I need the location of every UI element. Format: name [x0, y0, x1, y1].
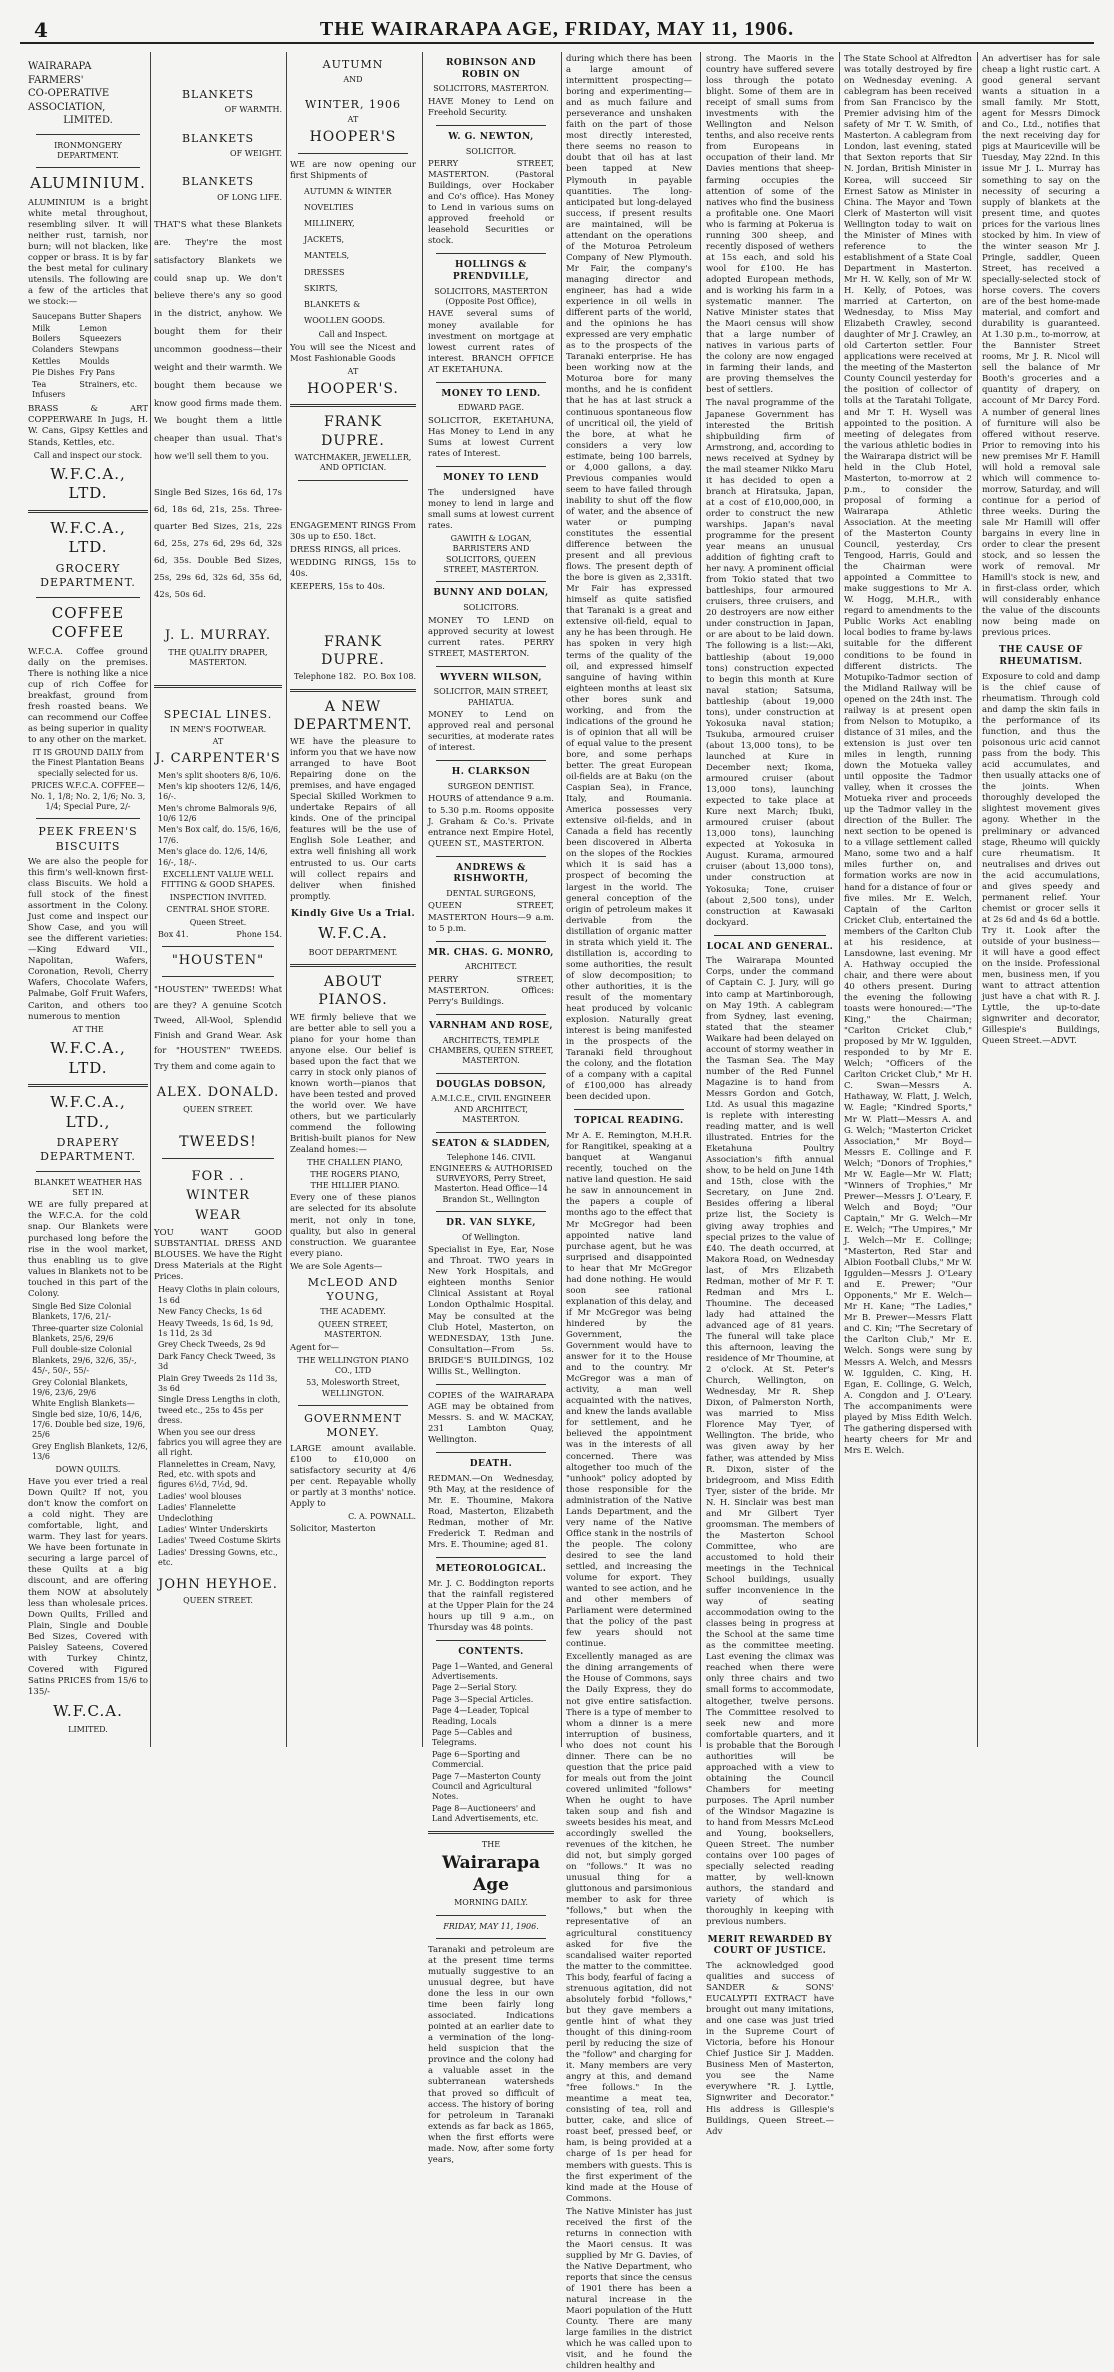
drapery-dept: DRAPERY DEPARTMENT. [40, 1136, 136, 1164]
list-item: MANTELS, [304, 251, 350, 261]
sole-agents: We are Sole Agents— [290, 1261, 383, 1272]
solicitor-label: Solicitor, Masterton [290, 1524, 376, 1535]
list-item: Lemon Squeezers [79, 323, 122, 344]
ad-heading: MONEY TO LEND. [441, 388, 541, 399]
mcleod-addr: QUEEN STREET, MASTERTON. [318, 1319, 388, 1340]
wear-label: WEAR [194, 1208, 242, 1224]
ad-text: MONEY to Lend on approved real and personal securities, at moderate rates of interest. [428, 710, 554, 754]
copies-notice: COPIES of the WAIRARAPA AGE may be obtained from Messrs. S. and W. MACKAY, 231 Lambton Quay, Wellington. [428, 1390, 554, 1445]
at-label: AT [212, 737, 224, 747]
down-text: Have you ever tried a real Down Quilt? If not, you don't know the comfort on a cold night. They are comfortable, light, and warm. They last for years. We have been fortunate in securing a large parcel of these Quilts at a big discount, and are offering them NOW at absolutely less than wholesale prices. Down Quilts, Frilled and Plain, Single and Double Bed Sizes, Covered with Paisley Sateens, Covered with Turkey Chintz, Covered with Figured Satins PRICES from 15/6 to 135/- [28, 1477, 148, 1697]
ad-text: The undersigned have money to lend in large and small sums at lowest current rates. [428, 487, 554, 531]
list-item: Plain Grey Tweeds 2s 11d 3s, 3s 6d [158, 1373, 278, 1393]
wfca-header [28, 60, 148, 128]
carp-contact [158, 930, 282, 940]
list-item: Saucepans [32, 312, 76, 322]
carpenter-list [158, 771, 282, 869]
list-item: JACKETS, [304, 235, 344, 245]
local-text: The State School at Alfredton was totally destroyed by fire on Wednesday evening. A cablegram has been received from San Francisco by the Premier advising him of the safety of Mr T. W. Smith, of Masterton. A cablegram from London, last evening, stated that Sexton reports that Sir N. Jordan, British Minister in Korea, will succeed Sir Ernest Satow as Minister in China. The Mayor and Town Clerk of Masterton will visit Wellington today to wait on the Minister of Mines with reference to the establishment of a State Coal Department in Masterton. Mr H. W. Kelly, son of Mr W. H. Kelly, of Potoes, was married at Carterton, on Wednesday, to Miss May Elizabeth Crawley, second daughter of Mr J. Crawley, an old Carterton settler. Four applications were received at the meeting of the Masterton County Council yesterday for the position of collector of tolls at the Taratahi Tollgate, and Mr T. H. Wysell was appointed to the position. A meeting of delegates from the various athletic bodies in the Wairarapa district will be held in the Club Hotel, Masterton, to-morrow at 2 p.m., to consider the proposal of forming a Wairarapa Athletic Association. At the meeting of the Masterton County Council, yesterday, Crs Tengood, Harris, Gould and the Chairman were appointed a Committee to make suggestions to Mr A. W. Hogg, M.H.R., with regard to amendments to the Public Works Act enabling local bodies to frame by-laws suitable for the different conditions to be found in different districts. The Motupiko-Tadmor section of the Midland Railway will be opened on the 24th inst. The railway is at present open from Nelson to Motupiko, a distance of 31 miles, and the extension is just over ten miles in length, running down the Motueka valley until opposite the Tadmor valley, when it crosses the Motueka river and proceeds up the Tadmor valley in the direction of the Buller. The next section to be opened is to a village settlement called Mano, some two and a half miles further on, and formation works are now in hand for a distance of four or five miles. Mr E. Welch, Captain of the Carlton Cricket Club, entertained the members of the Carlton Club at his residence, at Lansdowne, last evening. Mr A. Hathway occupied the chair, and there were about 40 others present. During the evening the following toasts were honoured:—"The King," the Chairman; "Carlton Cricket Club," proposed by Mr W. Iggulden, responded to by Mr E. Welch; "Officers of the Carlton Cricket Club," Mr H. C. Swan—Messrs A. Hathaway, W. Flatt, J. Welch, W. Eagle; "Kindred Sports," Mr W. Platt—Messrs A. and G. Welch; "Masterton Cricket Association," Mr Boyd—Messrs E. Collinge and F. Welch; "Donors of Trophies," Mr W. Eagle—Mr W. Flatt; "Winners of Trophies," Mr Prewer—Messrs J. O'Leary, F. Welch and Boyd; "Our Captain," Mr G. Welch—Mr E. Welch; "The Umpires," Mr J. Welch—Mr E. Collinge; "Masterton, Red Star and Albion Football Clubs," Mr W. Iggulden—Messrs J. O'Leary and E. Prewer; "Our Opponents," Mr E. Welch—Mr H. Kane; "The Ladies," Mr B. Prewer—Messrs Flatt and C. Kin; "The Secretary of the Carlton Club," Mr E. Welch. Songs were sung by Messrs A. Welch, and Messrs W. Iggulden, C. King, H. Egan, E. Collinge, G. Welch, A. Congdon and J. O'Leary. The accompaniments were played by Miss Edith Welch. The gathering dispersed with hearty cheers for Mr and Mrs E. Welch. [844, 54, 972, 1456]
page-number: 4 [34, 18, 48, 42]
ad-sub: Telephone 146. CIVIL ENGINEERS & AUTHORISED SURVEYORS, Perry Street, Masterton. Head Office—14 Brandon St., Wellington [429, 1153, 553, 1204]
carp-value: EXCELLENT VALUE WELL FITTING & GOOD SHAPES. [161, 870, 275, 890]
list-item: Ladies' Flannelette Undeclothing [158, 1503, 236, 1523]
ad-heading: MR. CHAS. G. MONRO, [428, 947, 554, 958]
hoopers-list [304, 184, 416, 329]
list-item: Men's chrome Balmorals 9/6, 10/6 12/6 [158, 803, 277, 824]
and-label: AND [343, 75, 363, 85]
list-item: Heavy Cloths in plain colours, 1s 6d [158, 1285, 280, 1305]
limited: LIMITED. [68, 1725, 108, 1735]
new-dept-heading: A NEW DEPARTMENT. [293, 698, 413, 733]
list-item: Grey English Blankets, 12/6, 13/6 [32, 1441, 148, 1462]
dupre-contact [294, 672, 416, 682]
winter-heading: WINTER, 1906 [305, 97, 401, 111]
dupre-name: FRANK DUPRE. [321, 633, 385, 669]
heyhoe-sub: QUEEN STREET. [183, 1596, 253, 1606]
keepers: KEEPERS, 15s to 40s. [290, 581, 386, 592]
ironmongery-dept: IRONMONGERY DEPARTMENT. [54, 140, 122, 160]
mcleod-name: McLEOD AND YOUNG, [307, 1275, 399, 1304]
piano-co-addr: 53, Molesworth Street, WELLINGTON. [306, 1378, 400, 1398]
local-text: An advertiser has for sale cheap a light rustic cart. A good general servant wants a situation in a small family. Mr Stott, agent for Messrs Dimock and Co., Ltd., notifies that the next receiving day for pigs at Mauriceville will be Tuesday, May 22nd. In this issue Mr J. L. Murray has something to say on the necessity of securing a supply of blankets at the present time, and quotes prices for the various lines stocked by him. In view of the winter season Mr J. Pringle, saddler, Queen Street, has received a specially-selected stock of horse covers. The covers are of the best home-made material, and comfort and durability is guaranteed. At 1.30 p.m., to-morrow, at the Bannister Street rooms, Mr J. R. Nicol will sell the balance of Mr Booth's groceries and a quantity of drapery, on account of Mr Darcy Ford. A number of general lines of furniture will also be offered without reserve. Prior to removing into his new premises Mr F. Hamill will hold a removal sale which will commence to-morrow, Saturday, and will continue for a period of three weeks. During the sale Mr Hamill will offer bargains in every line in order to clear the present stock, and so lessen the work of removal. Mr Hamill's stock is new, and in first-class order, which will considerably enhance the value of the discounts now being made on previous prices. [982, 54, 1100, 639]
aluminium-text: ALUMINIUM is a bright white metal throughout, resembling silver. It will neither rust, tarnish, nor burn; will not blacken, like copper or brass. It is by far the best metal for culinary utensils. The following are a few of the articles that we stock:— [28, 197, 148, 308]
list-item: Page 1—Wanted, and General Advertisements. [432, 1661, 553, 1682]
rheumatism-text: Exposure to cold and damp is the chief cause of rheumatism. Through cold and damp the skin fails in the performance of its function, and thus the poisonous uric acid cannot pass from the body. This acid accumulates, and then usually attacks one of the joints. When thoroughly developed the slightest movement gives agony. Whether in the preliminary or advanced stage, Rheumo will quickly cure rheumatism. It neutralises and drives out the acid accumulations, and gives speedy and permanent relief. Your chemist or grocer sells it at 2s 6d and 4s 6d a bottle. Try it. Look after the outside of your business—it will have a good effect on the inside. Professional men, business men, if you want to attract attention just have a chat with R. J. Lyttle, the up-to-date signwriter and decorator, Gillespie's Buildings, Queen Street.—ADVT. [982, 671, 1100, 1047]
list-item: Stewpans [79, 345, 119, 355]
topical-text: Excellently managed as are the dining arrangements of the House of Commons, says the Daily Express, they do not give entire satisfaction. There is a type of member to whom a dinner is a mere interruption of business, who does not count his dinner. There can be no question that the price paid for meals out from the joint covered unlimited "follows" When he ought to have taken soup and fish and sweets besides his meat, and accordingly swelled the revenues of the kitchen, he did not, but simply gorged on "follows." It was no unusual thing for a gluttonous and parsimonious member to ask for three "follows," but when the representative of an agricultural constituency asked for five the scandalised waiter reported the matter to the committee. This body, fearful of facing a strenuous agitation, did not absolutely forbid "follows," but they gave members a gentle hint of what they thought of this dining-room peril by reducing the size of the "follow" and charging for it. Many members are very angry at this, and demand "free follows." In the meantime a meat tea, consisting of tea, roll and butter, cake, and slice of roast beef, pressed beef, or ham, is being provided at a charge of 1s per head for members with guests. This is the first experiment of the kind made at the House of Commons. [566, 1652, 692, 2204]
list-item: White English Blankets— Single bed size, 10/6, 14/6, 17/6. Double bed size, 19/6, 25/6 [32, 1399, 146, 1440]
wear-text: YOU WANT GOOD SUBSTANTIAL DRESS AND BLOUSES. We have the Right Dress Materials at the Right Prices. [154, 1228, 282, 1283]
leader-text: Taranaki and petroleum are at the present time terms mutually suggestive to an unusual degree, but have done the less in our own time been fairly long associated. Indications pointed at an earlier date to a vermination of the long-held suspicion that the province and the colony had a valuable asset in the subterranean watersheds that proved so difficult of access. The history of boring for petroleum in Taranaki extends as far back as 1865, when the first efforts were made. Now, after some forty years, [428, 1944, 554, 2165]
local-text: The Wairarapa Mounted Corps, under the command of Captain C. J. Jury, will go into camp at Martinborough, on May 19th. A cablegram from Sydney, last evening, stated that the steamer Waikare had been delayed on account of stormy weather in the Tasman Sea. The May number of the Red Funnel Magazine is to hand from Messrs Gordon and Gotch, Ltd. As usual this magazine is replete with interesting reading matter, and is well illustrated. Entries for the Eketahuna Poultry Association's fifth annual show, to be held on June 14th and 15th, close with the Secretary, on June 2nd. Besides offering a liberal prize list, the Society is giving away trophies and special prizes to the value of £40. The death occurred, at Makora Road, on Wednesday last, of Mrs Elizabeth Redman, mother of Mr F. T. Redman and Mrs L. Thoumine. The deceased lady had attained the advanced age of 81 years. The funeral will take place this afternoon, leaving the residence of Mr Thoumine, at 2 o'clock. At St. Peter's Church, Wellington, on Wednesday, Mr R. Shep Dixon, of Palmerston North, was married to Miss Florence May Tyer, of Wellington. The bride, who was given away by her father, was attended by Miss R. Dixon, sister of the bridegroom, and Miss Edith Tyer, sister of the bride. Mr N. H. Sinclair was best man and Mr Gilbert Tyer groomsman. The members of the Masterton School Committee, who are accustomed to hold their meetings in the Technical School buildings, usually suffer inconvenience in the way of seating accommodation owing to the classes being in progress at the School at the same time as the committee meeting. Last evening the climax was reached when there were only three chairs and two small forms to accommodate, altogether, twelve persons. The Committee resolved to seek new and more comfortable quarters, and it is probable that the Borough authorities will be approached with a view to obtaining the Council Chambers for meeting purposes. The April number of the Windsor Magazine is to hand from Messrs McLeod and Young, booksellers, Queen Street. The number contains over 100 pages of specially selected reading matter, by well-known authors, the standard and variety of which is thoroughly in keeping with previous numbers. [706, 956, 834, 1928]
wedding-rings: WEDDING RINGS, 15s to 40s. [290, 557, 416, 579]
blanket-text: WE are fully prepared at the W.F.C.A. for the cold snap. Our Blankets were purchased long before the rise in the wool market, thus enabling us to give values in Blankets not to be touched in this part of the Colony. [28, 1200, 148, 1299]
column-2 [154, 52, 282, 1747]
topical-text: The Native Minister has just received the first of the returns in connection with the Maori census. It was supplied by Mr G. Davies, of the Native Department, who reports that since the census of 1901 there has been a natural increase in the Maori population of the Hutt County. There are many large families in the district which he was called upon to visit, and he found the children healthy and [566, 2206, 692, 2372]
death-text: REDMAN.—On Wednesday, 9th May, at the residence of Mr. E. Thoumine, Makora Road, Masterton, Elizabeth Redman, mother of Mr. Frederick T. Redman and Mrs. E. Thoumine; aged 81. [428, 1473, 554, 1551]
list-item: NOVELTIES [304, 202, 354, 212]
wfca-name: W.F.C.A. [318, 924, 388, 943]
list-item: Moulds [79, 356, 110, 366]
list-item: Page 2—Serial Story. [432, 1683, 518, 1693]
ad-heading: ROBINSON AND ROBIN ON [445, 58, 537, 80]
blankets-heading: BLANKETS [181, 131, 255, 145]
at-label: AT [347, 366, 359, 376]
blankets-sub: OF WEIGHT. [230, 148, 282, 158]
list-item: Ladies' Tweed Costume Skirts [158, 1536, 281, 1546]
ad-sub: DENTAL SURGEONS, [446, 889, 536, 899]
list-item: Heavy Tweeds, 1s 6d, 1s 9d, 1s 11d, 2s 3d [158, 1318, 274, 1338]
murray-sub: THE QUALITY DRAPER, MASTERTON. [168, 647, 268, 668]
leader-continued: during which there has been a large amount of intermittent prospecting—boring and experimenting—and as much failure and perseverance and unshaken faith on the part of those most directly interested, there seems no reason to doubt that oil has at last been tapped at New Plymouth in payable quantities. The long-anticipated but long-delayed success, if present results are maintained, will be attendant on the operations of the Moturoa Petroleum Company of New Plymouth. Mr Fair, the company's managing director and engineer, has had a wide experience in oil wells in different parts of the world, and the opinions he has expressed are very emphatic as to the prospects of the Taranaki enterprise. He has been working now at the Moturoa bore for many months, and he is confident that he has at last struck a continuous spontaneous flow of uncritical oil, the yield of the bore, at what he considers a very low estimate, being 100 barrels, or 4,000 gallons, a day. Previous companies would seem to have failed through inability to shut off the flow of water, and the absence of water or pumping constitutes the essential difference between the present and all previous flows. The present depth of the bore is given as 2,331ft. Mr Fair has expressed himself as quite satisfied that Taranaki is a great and extensive oil-field, equal to any he has been through. He has spoken in very high terms of the quality of the oil, and expressed himself sanguine of having within eighteen months at least six other bores sunk and working, and from the indications of the ground he is of opinion that all will be of equal value to the present bore, and some perhaps better. The great European oil-fields are at Baku (on the Caspian Sea), in France, Italy, and Roumania. America possesses very extensive oil-fields, and in Canada a field has recently been discovered in Alberta on the slopes of the Rockies which it is said has a prospect of becoming the largest in the world. The general conception of the origin of petroleum makes it derivable from the distillation of organic matter in strata which yield it. The distillation is, according to some authorities, the result of slow decomposition; to other authorities, it is the result of the momentary heat produced by volcanic explosion. Naturally great interest is being manifested in the prospects of the Taranaki field throughout the colony, and the flotation of a company with a capital of £100,000 has already been decided upon. [566, 54, 692, 1103]
aluminium-heading: ALUMINIUM. [30, 174, 146, 193]
gov-money-text: LARGE amount available. £100 to £10,000 on satisfactory security at 4/6 per cent. Repayable wholly or partly at 3 months' notice. Apply to [290, 1443, 416, 1509]
wfca-name: W.F.C.A. [53, 1701, 123, 1720]
topical-text: Mr A. E. Remington, M.H.R. for Rangitikei, speaking at a banquet at Wanganui recently, touched on the native land question. He said he saw in announcement in the papers a couple of months ago to the effect that Mr McGregor had been appointed native land purchase agent, but he was surprised and disappointed to hear that Mr McGregor had done nothing. He would soon see rational explanation of this delay, and if Mr McGregor was being hindered by the Government, the Government would have to answer for it to the House and to the country. Mr McGregor was a man of activity, a man well acquainted with the natives, and knew the lands available for settlement, and he believed the appointment was in the interests of all concerned. There was altogether too much of the "unhook" policy adopted by those responsible for the administration of the Native Lands Department, and the very name of the Native Office stank in the nostrils of the people. The colony desired to see the land settled, and increasing the volume for export. They wanted to see action, and he and other members of Parliament were determined that the policy of the past few years should not continue. [566, 1131, 692, 1650]
contents-list [432, 1662, 554, 1825]
ad-heading: W. G. NEWTON, [448, 131, 534, 142]
ad-text: MONEY TO LEND on approved security at lowest current rates. PERRY STREET, MASTERTON. [428, 615, 554, 659]
death-heading: DEATH. [469, 1459, 513, 1470]
rheumatism-heading: THE CAUSE OF RHEUMATISM. [999, 645, 1083, 668]
blankets-sub: OF LONG LIFE. [217, 192, 282, 202]
telephone: Telephone 182. [294, 672, 357, 682]
piano-list [294, 1158, 416, 1191]
ad-sub: SOLICITORS, MASTERTON. [433, 84, 549, 94]
murray-name: J. L. MURRAY. [164, 627, 272, 643]
list-item: Page 7—Masterton County Council and Agricultural Notes. [432, 1771, 541, 1802]
list-item: Single Bed Size Colonial Blankets, 17/6, 21/- [32, 1301, 132, 1322]
topical-heading: TOPICAL READING. [574, 1116, 684, 1127]
list-item: Men's split shooters 8/6, 10/6. [158, 770, 281, 780]
merit-heading: MERIT REWARDED BY COURT OF JUSTICE. [707, 1934, 833, 1957]
ad-sub: SOLICITOR, MAIN STREET, PAHIATUA. [433, 687, 549, 707]
special-sub: IN MEN'S FOOTWEAR. [169, 724, 267, 734]
list-item: Men's kip shooters 12/6, 14/6, 16/-. [158, 781, 281, 802]
list-item: Page 5—Cables and Telegrams. [432, 1728, 513, 1748]
column-rule [561, 52, 562, 1747]
list-item: BLANKETS & [304, 299, 361, 309]
winter-label: WINTER [186, 1188, 250, 1204]
column-rule [150, 52, 151, 1747]
column-3 [290, 52, 416, 1747]
ad-sub: SOLICITORS, MASTERTON (Opposite Post Office), [434, 286, 548, 307]
list-item: Butter Shapers [79, 312, 142, 322]
wfca-name: W.F.C.A., LTD. [50, 518, 126, 557]
list-item: Page 4—Leader, Topical Reading, Locals [432, 1706, 530, 1726]
ad-sub: SOLICITORS. [463, 603, 519, 613]
paper-nameplate: Wairarapa Age [442, 1852, 540, 1896]
list-item: THE CHALLEN PIANO, [307, 1158, 403, 1168]
column-rule [839, 52, 840, 1747]
list-item: Ladies' Winter Underskirts [158, 1525, 268, 1535]
see-text: You will see the Nicest and Most Fashionable Goods [290, 342, 416, 364]
list-item: Grey Check Tweeds, 2s 9d [158, 1340, 266, 1350]
coffee-prices: PRICES W.F.C.A. COFFEE— No. 1, 1/8; No. 2, 1/6; No. 3, 1/4; Special Pure, 2/- [30, 781, 146, 811]
list-item: Page 3—Special Articles. [432, 1694, 534, 1704]
list-item: Grey Colonial Blankets, 19/6, 23/6, 29/6 [32, 1377, 128, 1397]
header-line: WAIRARAPA [28, 61, 92, 72]
hoopers-name: HOOPER'S. [307, 381, 399, 398]
article-text: The naval programme of the Japanese Government has interested the British shipbuilding firm of Armstrong, and, according to news received at Sydney by the mail steamer Nikko Maru it has decided to open a branch at Hiratsuka, Japan, at a cost of £10,000,000, in order to construct the new warships. Japan's naval programme for the present year means an unusual addition of fighting craft to her navy. A prominent official from Tokio stated that two battleships, four armoured cruisers, three cruisers, and 20 destroyers are now either under construction in Japan, or are about to be laid down. The following is a list:—Aki, battleship (about 19,000 tons) construction expected to begin this month at Kure naval station; Satsuma, battleship (about 19,000 tons), under construction at Yokosuka naval station; Tsukuba, armoured cruiser (about 13,000 tons), to be launched at Kure in December next; Ikoma, armoured cruiser (about 13,000 tons), launching expected to take place at Kure next March; Ibuki, armoured cruiser (about 13,000 tons), launching expected at Yokosuka in August. Kurama, armoured cruiser (about 13,000 tons), under construction at Yokosuka; Tone, cruiser (about 2,500 tons), under construction at Kawasaki dockyard. [706, 398, 834, 928]
header-line: CO-OPERATIVE [28, 88, 110, 99]
dress-rings: DRESS RINGS, all prices. [290, 544, 401, 555]
ad-sub: ARCHITECTS, TEMPLE CHAMBERS, QUEEN STREET, MASTERTON. [428, 1035, 554, 1066]
coffee-heading: COFFEE COFFEE [51, 603, 125, 642]
column-rule [977, 52, 978, 1747]
list-item: Ladies' wool blouses [158, 1491, 242, 1501]
dupre-name: FRANK DUPRE. [321, 414, 385, 449]
list-item: When you see our dress fabrics you will agree they are all right. [158, 1427, 282, 1458]
list-item: Page 8—Auctioneers' and Land Advertisements, etc. [432, 1803, 539, 1824]
ad-sub: EDWARD PAGE. [457, 403, 525, 413]
list-item: Flannelettes in Cream, Navy, Red, etc. with spots and figures 6½d, 7½d, 9d. [158, 1459, 276, 1490]
list-item: Ladies' Dressing Gowns, etc., etc. [158, 1547, 278, 1568]
phone-number: Phone 154. [236, 929, 282, 939]
special-lines: SPECIAL LINES. [163, 707, 273, 721]
po-box: P.O. Box 108. [362, 672, 416, 682]
autumn-heading: AUTUMN [322, 58, 384, 71]
list-item: Men's Box calf, do. 15/6, 16/6, 17/6. [158, 825, 281, 845]
ad-text: PERRY STREET, MASTERTON. (Pastoral Buildings, over Hockaber and Co's office). Has Money to Lend in various sums on approved freehold or leasehold Securities or stock. [428, 158, 554, 247]
column-rule [422, 52, 423, 1747]
ad-text: HOURS of attendance 9 a.m. to 5.30 p.m. Rooms opposite J. Graham & Co.'s. Private entrance next Empire Hotel, QUEEN ST., MASTERTON. [428, 794, 554, 849]
dupre-sub: WATCHMAKER, JEWELLER, AND OPTICIAN. [294, 452, 412, 473]
box-number: Box 41. [158, 929, 189, 939]
pownall: C. A. POWNALL. [348, 1512, 416, 1521]
column-4 [428, 52, 554, 2165]
list-item: THE HILLIER PIANO. [310, 1181, 400, 1191]
ad-text: QUEEN STREET, MASTERTON Hours—9 a.m. to 5 p.m. [428, 901, 554, 934]
ad-text: Specialist in Eye, Ear, Nose and Throat. TWO years in New York Hospitals, and eighteen months Senior Clinical Assistant at Royal London Opthalmic Hospital. May be consulted at the Club Hotel, Masterton, on WEDNESDAY, 13th June. Consultation—From 5s. BRIDGE'S BUILDINGS, 102 Willis St., Wellington. [428, 1245, 554, 1377]
column-rule [286, 52, 287, 1747]
wfca-name: W.F.C.A., LTD. [50, 1039, 126, 1077]
article-text: strong. The Maoris in the country have suffered severe loss through the potato blight. Some of them are in receipt of small sums from investments with the Wellington and Nelson tenths, and also receive rents from Europeans in occupation of their land. Mr Davies mentions that sheep-farming occupies the attention of some of the natives who find the business a profitable one. One Maori who is farming at Pokerua is running 300 sheep, and recently disposed of wethers at 15s each, and sold his wool for £100. He has adopted European methods, and is working his farm in a systematic manner. The Native Minister states that the Maori census will show that a large number of natives in various parts of the colony are now engaged in farming their lands, and are proving themselves the best of settlers. [706, 54, 834, 396]
header-line: LIMITED. [63, 115, 113, 126]
ad-sub: A.M.I.C.E., CIVIL ENGINEER AND ARCHITECT, MASTERTON. [431, 1094, 551, 1125]
at-label: AT [347, 114, 359, 124]
peek-heading: PEEK FREEN'S BISCUITS [38, 825, 138, 853]
ad-sub: SURGEON DENTIST. [447, 782, 535, 792]
column-5 [566, 52, 692, 2372]
ad-sub: ARCHITECT. [464, 962, 518, 972]
coffee-text: W.F.C.A. Coffee ground daily on the premises. There is nothing like a nice cup of rich Coffee for breakfast, ground from fresh roasted beans. We can recommend our Coffee as being superior in quality to any other on the market. [28, 646, 148, 745]
header-line: FARMERS' [28, 74, 84, 86]
list-item: Milk Boilers [32, 323, 61, 344]
column-6 [706, 52, 834, 2137]
list-item: Page 6—Sporting and Commercial. [432, 1749, 521, 1770]
ad-heading: SEATON & SLADDEN, [431, 1138, 551, 1149]
blankets-text: THAT'S what these Blankets are. They're the most satisfactory Blankets we could snap up. We don't believe there's any so good in the district, anyhow. We bought them for their uncommon goodness—their weight and their warmth. We bought them because we know good firms made them. We bought them a little cheaper than usual. That's how we'll sell them to you. [154, 220, 282, 463]
list-item: Tea Infusers [32, 379, 66, 399]
merit-text: The acknowledged good qualities and success of SANDER & SONS' EUCALYPTI EXTRACT have brought out many imitations, and one case was just tried in the Supreme Court of Victoria, before his Honour Chief Justice Sir J. Madden. Business Men of Masterton, you see the Name everywhere "R. J. Lyttle, Signwriter and Decorator." His address is Gillespie's Buildings, Queen Street.—Adv [706, 1960, 834, 2137]
list-item: WOOLLEN GOODS. [304, 316, 386, 326]
gov-money-heading: GOVERNMENT MONEY. [304, 1412, 402, 1440]
blankets-prices: Single Bed Sizes, 16s 6d, 17s 6d, 18s 6d, 21s, 25s. Three-quarter Bed Sizes, 21s, 22s 6d, 25s, 27s 6d, 29s 6d, 32s 6d, 35s. Double Bed Sizes, 25s, 29s 6d, 32s 6d, 35s 6d, 42s, 50s 6d. [154, 487, 282, 600]
call-inspect: Call and Inspect. [318, 330, 388, 340]
hoopers-intro: WE are now opening our first Shipments of [290, 159, 416, 181]
ad-text: HAVE Money to Lend on Freehold Security. [428, 96, 554, 118]
contents-heading: CONTENTS. [458, 1646, 524, 1657]
newspaper-title: THE WAIRARAPA AGE, FRIDAY, MAY 11, 1906. [319, 18, 795, 40]
met-text: Mr. J. C. Boddington reports that the rainfall registered at the Upper Plain for the 24 hours up till 9 a.m., on Thursday was 48 points. [428, 1578, 554, 1633]
list-item: Pie Dishes [32, 368, 75, 378]
ad-heading: H. CLARKSON [451, 767, 531, 778]
wfca-name: W.F.C.A., LTD. [50, 464, 126, 503]
blanket-list [32, 1302, 148, 1463]
list-item: MILLINERY, [304, 219, 355, 229]
list-item: Kettles [32, 356, 61, 366]
ad-heading: BUNNY AND DOLAN, [433, 588, 549, 599]
hoopers-name: HOOPER'S [309, 129, 397, 146]
rings-text: ENGAGEMENT RINGS From 30s up to £50. 18ct. [290, 520, 416, 542]
column-8 [982, 52, 1100, 1747]
ad-heading: DOUGLAS DOBSON, [436, 1079, 546, 1090]
ad-sub: Of Wellington. [461, 1232, 521, 1242]
pianos-text: WE firmly believe that we are better able to sell you a piano for your home than anyone else. Our belief is based upon the fact that we carry in stock only pianos of known worth—pianos that have been tested and proved the world over. We have others, but we particularly commend the following British-built pianos for New Zealand homes:— [290, 1012, 416, 1156]
list-item: New Fancy Checks, 1s 6d [158, 1307, 263, 1317]
ad-sub: SOLICITOR. [465, 146, 517, 156]
carp-addr: Queen Street. [189, 917, 247, 927]
heyhoe-name: JOHN HEYHOE. [158, 1576, 278, 1592]
at-the: AT THE [72, 1024, 104, 1034]
aluminium-items [32, 310, 148, 402]
masthead [20, 18, 1094, 44]
list-item: Fry Pans [79, 368, 115, 378]
boot-dept: BOOT DEPARTMENT. [308, 947, 398, 957]
local-heading: LOCAL AND GENERAL. [706, 941, 834, 952]
ad-text: SOLICITOR, EKETAHUNA, Has Money to Lend in any Sums at lowest Current rates of Interest. [428, 415, 554, 459]
down-heading: DOWN QUILTS. [55, 1464, 121, 1474]
column-7 [844, 52, 972, 1747]
leader-date: FRIDAY, MAY 11, 1906. [443, 1921, 539, 1931]
ad-text: HAVE several sums of money available for investment on mortgage at lowest current rates of interest. BRANCH OFFICE AT EKETAHUNA. [428, 309, 554, 375]
list-item: DRESSES [304, 267, 345, 277]
donald-sub: QUEEN STREET. [183, 1104, 253, 1114]
academy: THE ACADEMY. [320, 1307, 386, 1317]
ad-heading: ANDREWS & RISHWORTH, [453, 862, 529, 885]
list-item: Three-quarter size Colonial Blankets, 25/6, 29/6 [32, 1323, 144, 1343]
morning-daily: MORNING DAILY. [454, 1898, 528, 1908]
carp-inspect: INSPECTION INVITED. [169, 892, 267, 902]
header-line: ASSOCIATION, [28, 101, 106, 113]
coffee-sub: IT IS GROUND DAILY from the Finest Plantation Beans specially selected for us. [31, 747, 145, 778]
piano-co: THE WELLINGTON PIANO CO., LTD [297, 1355, 409, 1375]
ad-heading: DR. VAN SLYKE, [446, 1218, 536, 1229]
list-item: Dark Fancy Check Tweed, 3s 3d [158, 1351, 276, 1372]
blankets-heading: BLANKETS [181, 88, 255, 101]
ad-sub: GAWITH & LOGAN, BARRISTERS AND SOLICITORS, QUEEN STREET, MASTERTON. [443, 533, 539, 575]
new-dept-text: WE have the pleasure to inform you that we have now arranged to have Boot Repairing done on the premises, and have engaged Special Skilled Workmen to undertake Repairs of all kinds. One of the principal features will be the use of English Sole Leather, and extra well finishing all work entrusted to us. Our carts will collect repairs and deliver when finished promptly. [290, 736, 416, 902]
kindly-trial: Kindly Give Us a Trial. [290, 908, 416, 919]
agent-for: Agent for— [290, 1342, 340, 1353]
peek-text: We are also the people for this firm's well-known first-class Biscuits. We hold a full stock of the finest assortment in the Colony. Just come and inspect our Show Case, and you will see the different varieties:—King Edward VII., Napolitan, Wafers, Coronation, Revoli, Cherry Wafers, Chocolate Wafers, Palmabe, Golf Fruit Wafers, Cariton, and others too numerous to mention [28, 856, 148, 1022]
the-label: THE [481, 1839, 501, 1849]
ad-heading: MONEY TO LEND [443, 473, 539, 484]
pianos-heading: ABOUT PIANOS. [318, 974, 388, 1009]
blankets-heading: BLANKETS [181, 175, 255, 189]
carpenter-name: J. CARPENTER'S [155, 750, 281, 766]
blanket-heading: BLANKET WEATHER HAS SET IN. [33, 1177, 143, 1197]
ad-text: PERRY STREET, MASTERTON. Offices: Perry's Buildings. [428, 974, 554, 1007]
list-item: Men's glace do. 12/6, 14/6, 16/-, 18/-. [158, 847, 268, 867]
ad-heading: WYVERN WILSON, [440, 672, 542, 683]
call-inspect: Call and inspect our stock. [33, 450, 143, 460]
carp-store: CENTRAL SHOE STORE. [166, 905, 270, 915]
brass-text: BRASS & ART COPPERWARE In Jugs, H. W. Cans, Gipsy Kettles and Stands, Kettles, etc. [28, 404, 148, 448]
wfca-name: W.F.C.A., LTD., [50, 1093, 126, 1131]
pianos-text-2: Every one of these pianos are selected for its absolute merit, not only in tone, quality, but also in general construction. We guarantee every piano. [290, 1193, 416, 1259]
ad-heading: VARNHAM AND ROSE, [428, 1020, 553, 1031]
list-item: Single Dress Lengths in cloth, tweed etc., 25s to 45s per dress. [158, 1395, 281, 1426]
met-heading: METEOROLOGICAL. [435, 1564, 547, 1575]
list-item: SKIRTS, [304, 283, 338, 293]
list-item: Full double-size Colonial Blankets, 29/6, 32/6, 35/-, 45/-, 50/-, 55/- [32, 1345, 137, 1376]
housten-heading: "HOUSTEN" [171, 953, 265, 969]
list-item: Colanders [32, 345, 74, 355]
list-item: THE ROGERS PIANO, [310, 1169, 400, 1179]
ad-heading: HOLLINGS & PRENDVILLE, [452, 260, 530, 282]
housten-text: "HOUSTEN" TWEEDS! What are they? A genuine Scotch Tweed, All-Wool, Splendid Finish and Grand Wear. Ask for "HOUSTEN" TWEEDS. Try them and come again to [154, 985, 282, 1072]
grocery-dept: GROCERY DEPARTMENT. [40, 561, 136, 590]
for-label: FOR . . [191, 1168, 245, 1184]
tweeds-heading: TWEEDS! [179, 1134, 257, 1151]
donald-name: ALEX. DONALD. [156, 1085, 280, 1101]
list-item: Strainers, etc. [79, 379, 138, 389]
blankets-sub: OF WARMTH. [224, 105, 282, 115]
list-item: AUTUMN & WINTER [304, 186, 392, 196]
column-1 [28, 52, 148, 1747]
column-rule [700, 52, 701, 1747]
heyhoe-list [158, 1285, 282, 1568]
